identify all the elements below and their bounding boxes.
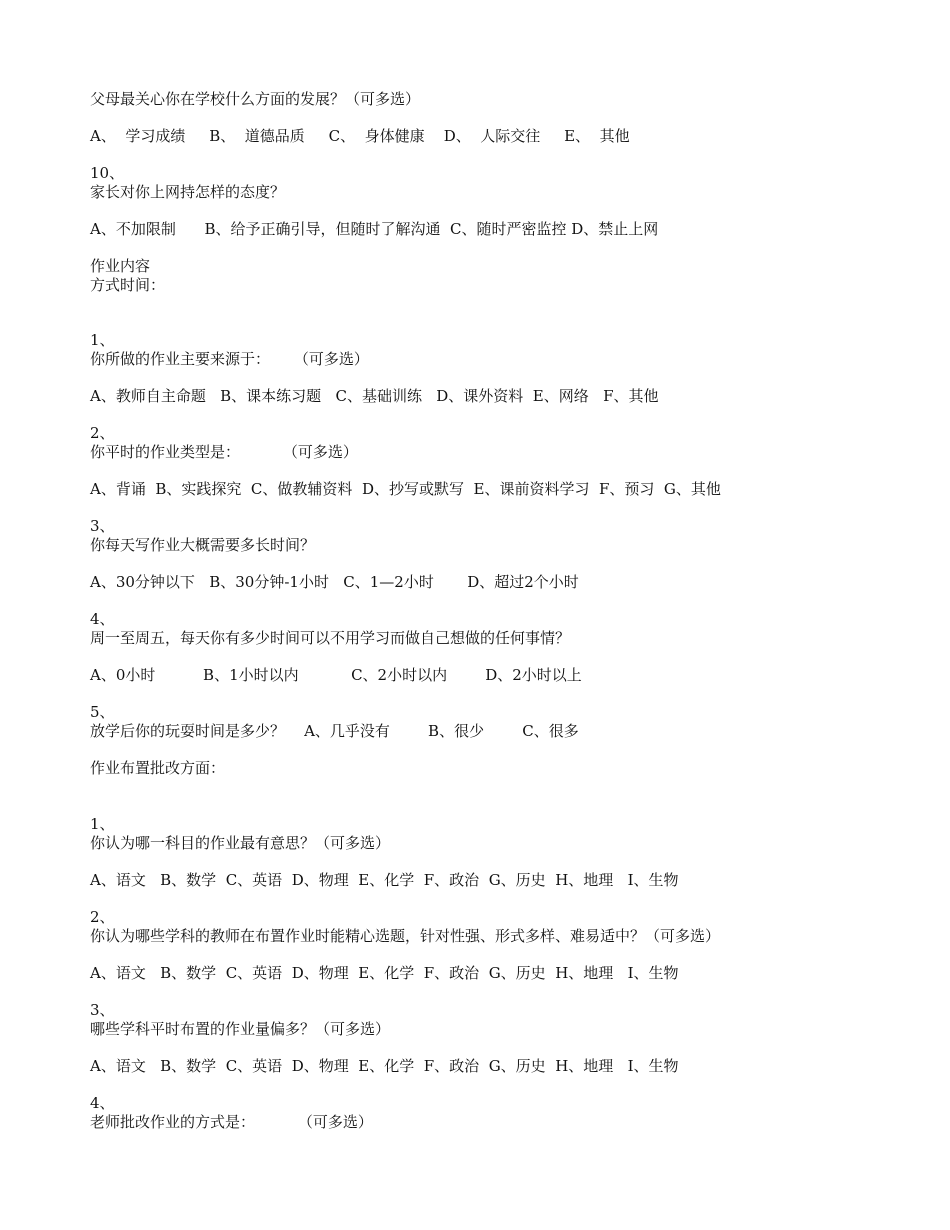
options-homework-type: A、背诵 B、实践探究 C、做教辅资料 D、抄写或默写 E、课前资料学习 F、预习 G、其他 bbox=[90, 480, 721, 498]
options-subjects-3: A、语文 B、数学 C、英语 D、物理 E、化学 F、政治 G、历史 H、地理 I、生物 bbox=[90, 1057, 679, 1075]
question-internet-attitude: 家长对你上网持怎样的态度？ bbox=[90, 183, 286, 201]
question-number-1: 1、 bbox=[90, 331, 115, 349]
question-homework-source: 你所做的作业主要来源于： （可多选） bbox=[90, 350, 369, 368]
section-heading-homework-content: 作业内容 bbox=[90, 257, 151, 275]
question-number-4b: 4、 bbox=[90, 1094, 115, 1112]
question-number-1b: 1、 bbox=[90, 815, 115, 833]
section-heading-assignment-grading: 作业布置批改方面： bbox=[90, 759, 226, 777]
question-number-3: 3、 bbox=[90, 517, 115, 535]
question-number-10: 10、 bbox=[90, 164, 125, 182]
options-homework-duration: A、30分钟以下 B、30分钟-1小时 C、1—2小时 D、超过2个小时 bbox=[90, 573, 579, 591]
options-subjects-1: A、语文 B、数学 C、英语 D、物理 E、化学 F、政治 G、历史 H、地理 I、生物 bbox=[90, 871, 679, 889]
options-parents-concern: A、 学习成绩 B、 道德品质 C、 身体健康 D、 人际交往 E、 其他 bbox=[90, 127, 630, 145]
question-parents-concern: 父母最关心你在学校什么方面的发展？（可多选） bbox=[90, 90, 421, 108]
question-heavy-homework-subject: 哪些学科平时布置的作业量偏多？（可多选） bbox=[90, 1020, 391, 1038]
section-heading-method-time: 方式时间： bbox=[90, 276, 166, 294]
question-free-time: 周一至周五，每天你有多少时间可以不用学习而做自己想做的任何事情？ bbox=[90, 629, 571, 647]
options-free-time: A、0小时 B、1小时以内 C、2小时以内 D、2小时以上 bbox=[90, 666, 582, 684]
options-subjects-2: A、语文 B、数学 C、英语 D、物理 E、化学 F、政治 G、历史 H、地理 I、生物 bbox=[90, 964, 679, 982]
question-number-2: 2、 bbox=[90, 424, 115, 442]
question-well-designed-homework: 你认为哪些学科的教师在布置作业时能精心选题，针对性强、形式多样、难易适中？（可多选） bbox=[90, 927, 721, 945]
question-most-interesting-subject: 你认为哪一科目的作业最有意思？（可多选） bbox=[90, 834, 391, 852]
question-number-2b: 2、 bbox=[90, 908, 115, 926]
question-number-3b: 3、 bbox=[90, 1001, 115, 1019]
options-internet-attitude: A、不加限制 B、给予正确引导，但随时了解沟通 C、随时严密监控 D、禁止上网 bbox=[90, 220, 659, 238]
question-homework-type: 你平时的作业类型是： （可多选） bbox=[90, 443, 358, 461]
question-play-time: 放学后你的玩耍时间是多少？ A、几乎没有 B、很少 C、很多 bbox=[90, 722, 579, 740]
question-grading-method: 老师批改作业的方式是： （可多选） bbox=[90, 1113, 373, 1131]
options-homework-source: A、教师自主命题 B、课本练习题 C、基础训练 D、课外资料 E、网络 F、其他 bbox=[90, 387, 659, 405]
question-number-4: 4、 bbox=[90, 610, 115, 628]
question-number-5: 5、 bbox=[90, 703, 115, 721]
question-homework-duration: 你每天写作业大概需要多长时间？ bbox=[90, 536, 316, 554]
